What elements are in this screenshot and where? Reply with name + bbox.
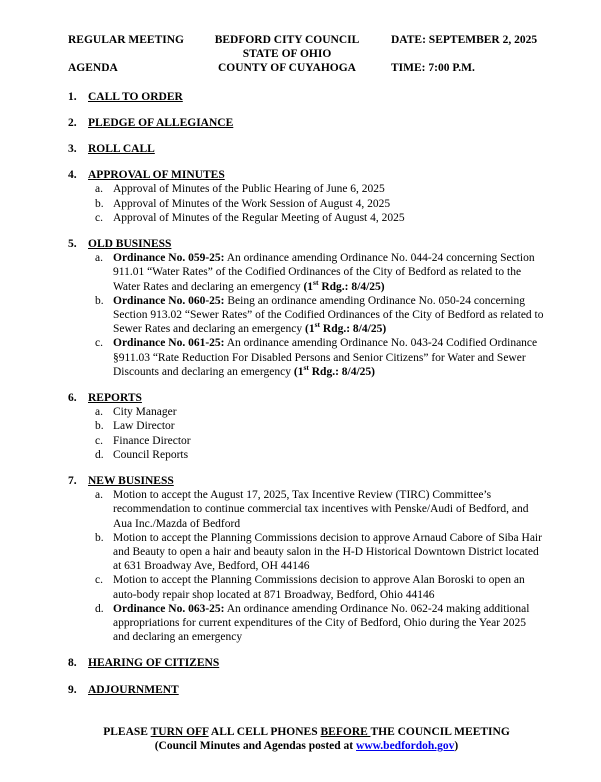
notice-text: THE COUNCIL MEETING [370,725,510,738]
meeting-time: TIME: 7:00 P.M. [391,62,475,75]
agenda-item [68,448,545,462]
ordinance-description: An ordinance amending Ordinance No. 062-24 making additional appropriations for current expenditures of the City of Bedford, Ohio during the Year 2025 and declaring an emergency [113,602,530,644]
ordinance-number: Ordinance No. 061-25: [113,337,225,350]
section-number: 6. [68,392,77,405]
section-heading [68,391,545,405]
section-number: 1. [68,90,77,103]
item-text: City Manager [113,406,177,419]
agenda-item-ordinance [68,251,545,294]
meeting-type-label: REGULAR MEETING [68,34,184,46]
section-title: CALL TO ORDER [88,90,183,103]
item-letter: c. [95,337,103,350]
header-right-column [391,33,537,76]
item-letter: a. [95,183,103,196]
section-title: REPORTS [88,392,142,405]
section-title: ROLL CALL [88,142,155,155]
section-heading [68,237,545,251]
posting-notice [68,739,545,753]
agenda-item [68,419,545,433]
header-left-column [68,33,193,76]
header-left-spacer [68,47,193,61]
ordinance-number: Ordinance No. 059-25: [113,252,225,265]
item-text [113,294,545,337]
item-text: Motion to accept the Planning Commissions decision to approve Arnaud Cabore of Siba Hair and Beauty to open a hair and beauty salon in the H-D Historical Downtown District located at 631 Broadway Ave, Bedford, OH 44146 [113,531,542,573]
reading-note-close: Rdg.: 8/4/25) [320,323,387,336]
item-text [113,602,545,645]
section-title: NEW BUSINESS [88,475,174,488]
item-text: Finance Director [113,434,191,447]
item-text [113,336,545,379]
header-right-spacer [391,47,537,61]
section-new-business [68,474,545,644]
reading-note [293,362,375,378]
section-number: 2. [68,116,77,129]
item-text: Law Director [113,420,175,433]
item-letter: b. [95,294,104,307]
ordinance-number: Ordinance No. 063-25: [113,602,225,615]
section-heading [68,683,545,697]
agenda-item-ordinance [68,294,545,337]
item-letter: d. [95,448,104,461]
notice-underline-turn-off: TURN OFF [150,725,209,738]
section-heading [68,168,545,182]
reading-note-open: (1 [303,280,314,293]
section-heading [68,142,545,156]
notice-text: PLEASE [103,725,151,738]
superscript-st: st [313,277,319,287]
reading-note-close: Rdg.: 8/4/25) [318,280,385,293]
reading-note [303,277,385,293]
section-call-to-order [68,90,545,104]
section-title: HEARING OF CITIZENS [88,657,220,670]
section-pledge-of-allegiance [68,116,545,130]
reading-note-open: (1 [305,323,315,336]
posting-text: (Council Minutes and Agendas posted at [154,740,357,753]
item-letter: c. [95,211,103,224]
section-number: 7. [68,475,77,488]
council-name: BEDFORD CITY COUNCIL [214,34,360,46]
section-number: 9. [68,683,77,696]
section-title: ADJOURNMENT [88,683,179,696]
header-center-column [203,33,371,76]
agenda-item-ordinance [68,602,545,645]
cell-phone-notice [68,725,545,739]
item-letter: d. [95,602,104,615]
ordinance-description: Being an ordinance amending Ordinance No. 050-24 concerning Section 913.02 “Sewer Rates” of the Codified Ordinances of the City of Bedford as related to Sewer Rates and declaring an emergency [113,294,544,336]
document-header [68,33,545,76]
section-hearing-of-citizens [68,656,545,670]
section-heading [68,90,545,104]
section-approval-of-minutes [68,168,545,225]
section-number: 3. [68,142,77,155]
notice-underline-before: BEFORE [320,725,371,738]
agenda-item [68,182,545,196]
ordinance-description: An ordinance amending Ordinance No. 043-24 Codified Ordinance §911.03 “Rate Reduction For Disabled Persons and Senior Citizens” for Water and Sewer Discounts and declaring an emergency [113,337,538,378]
agenda-item [68,573,545,601]
section-number: 8. [68,657,77,670]
notice-text: ALL CELL PHONES [208,725,321,738]
reading-note [305,320,387,336]
section-title: APPROVAL OF MINUTES [88,169,225,182]
section-title: OLD BUSINESS [88,237,172,250]
agenda-item [68,197,545,211]
item-text: Council Reports [113,448,189,461]
item-letter: b. [95,420,104,433]
item-letter: c. [95,574,103,587]
item-text: Motion to accept the Planning Commissions decision to approve Alan Boroski to open an auto-body repair shop located at 871 Broadway, Bedford, Ohio 44146 [113,574,525,601]
section-old-business [68,237,545,379]
meeting-date: DATE: SEPTEMBER 2, 2025 [391,34,538,46]
item-text: Approval of Minutes of the Public Hearing of June 6, 2025 [113,183,385,196]
item-text [113,251,545,294]
item-text: Motion to accept the August 17, 2025, Tax Incentive Review (TIRC) Committee’s recommendation to continue commercial tax incentives with Penske/Audi of Bedford, and Aua Inc./Mazda of Bedford [113,489,529,530]
posting-text: ) [454,740,459,753]
item-letter: b. [95,197,104,210]
section-number: 5. [68,237,77,250]
agenda-label: AGENDA [68,62,118,75]
item-letter: a. [95,252,103,265]
item-letter: a. [95,406,103,419]
section-roll-call [68,142,545,156]
reading-note-open: (1 [293,365,304,378]
footer-notice [68,725,545,753]
item-letter: b. [95,531,104,544]
section-adjournment [68,683,545,697]
agenda-item [68,405,545,419]
ordinance-description: An ordinance amending Ordinance No. 044-24 concerning Section 911.01 “Water Rates” of the Codified Ordinances of the City of Bedford as related to the Water Rates and declaring an emergency [113,252,535,293]
agenda-item [68,211,545,225]
website-link[interactable]: www.bedfordoh.gov [356,740,455,753]
section-title: PLEDGE OF ALLEGIANCE [88,116,234,129]
item-text: Approval of Minutes of the Work Session of August 4, 2025 [113,197,391,210]
item-letter: c. [95,434,103,447]
section-heading [68,656,545,670]
item-letter: a. [95,489,103,502]
agenda-item [68,488,545,531]
item-text: Approval of Minutes of the Regular Meeting of August 4, 2025 [113,211,405,224]
section-reports [68,391,545,462]
section-number: 4. [68,169,77,182]
agenda-item [68,434,545,448]
state-name: STATE OF OHIO [242,48,332,61]
agenda-item [68,531,545,574]
ordinance-number: Ordinance No. 060-25: [113,294,225,307]
superscript-st: st [314,320,321,330]
superscript-st: st [303,362,309,372]
section-heading [68,116,545,130]
section-heading [68,474,545,488]
agenda-item-ordinance [68,336,545,379]
reading-note-close: Rdg.: 8/4/25) [308,365,375,378]
county-name: COUNTY OF CUYAHOGA [217,62,356,75]
